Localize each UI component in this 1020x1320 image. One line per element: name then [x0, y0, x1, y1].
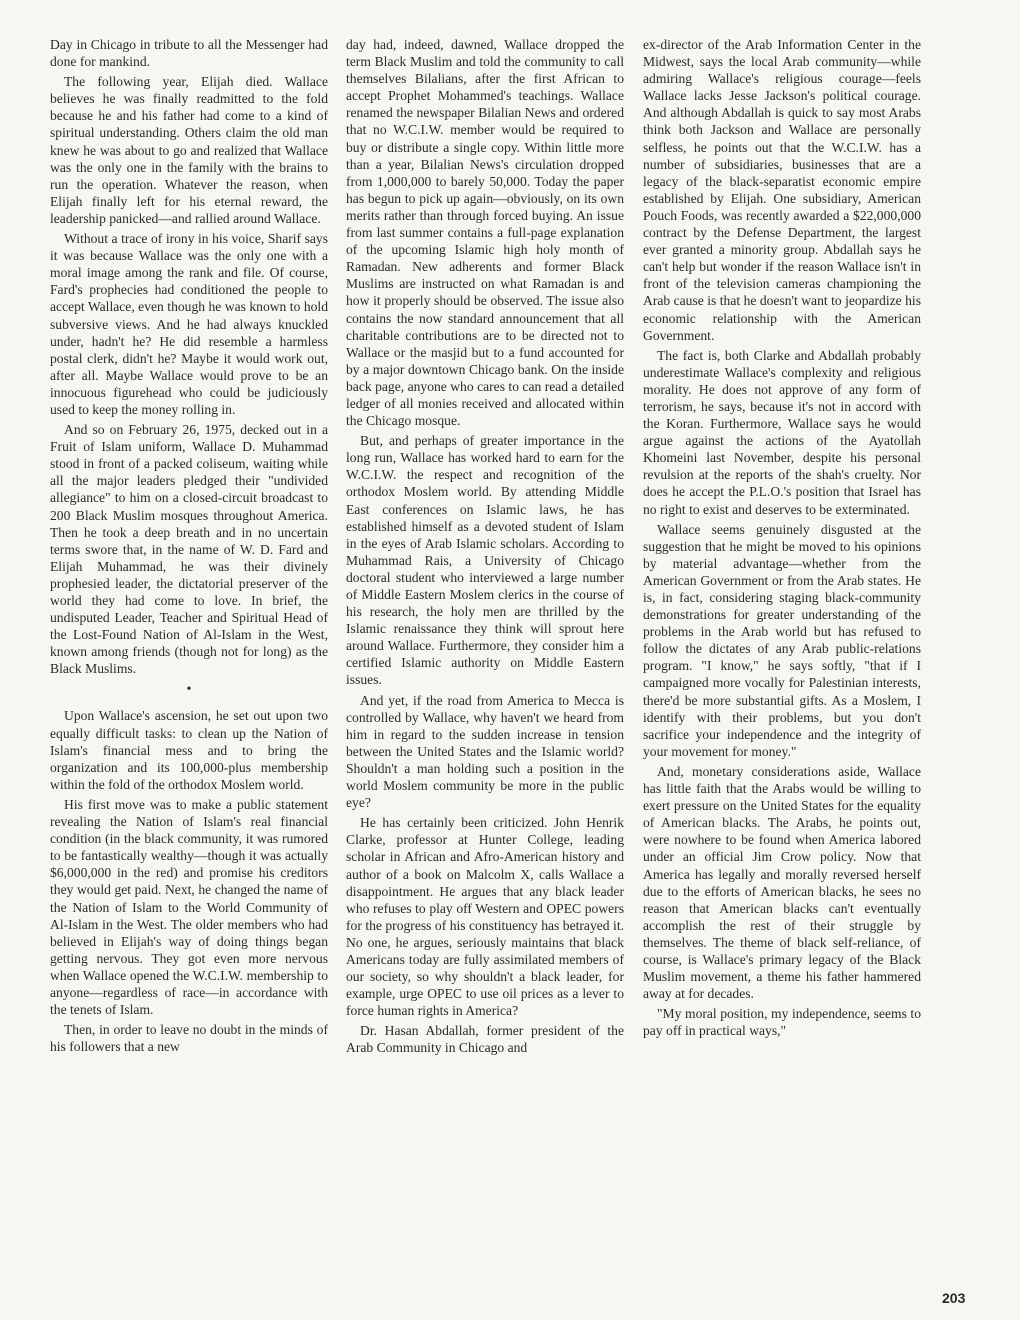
paragraph: But, and perhaps of greater importance in the long run, Wallace has worked hard to earn for the W.C.I.W. the respect and recognition of the orthodox Moslem world. By attending Middle East conferences on Islamic laws, he has established himself as a devoted student of Islam in the eyes of Arab Islamic scholars. According to Muhammad Rais, a University of Chicago doctoral student who interviewed a large number of Middle Eastern Moslem clerics in the course of his research, the holy men are thrilled by the Islamic renaissance they think will sprout here around Wallace. Furthermore, they consider him a certified Islamic authority on Middle Eastern issues.: [346, 433, 624, 688]
paragraph: And, monetary considerations aside, Wallace has little faith that the Arabs would be willing to exert pressure on the United States for the equality of American blacks. The Arabs, he points out, were nowhere to be found when America labored under an official Jim Crow policy. Now that America has legally and morally reversed herself due to the efforts of American blacks, he sees no reason that American blacks can't eventually accomplish the rest of their struggle by themselves. The theme of black self-reliance, of course, is Wallace's primary legacy of the Black Muslim movement, a theme his father hammered away at for decades.: [643, 763, 921, 1002]
paragraph: The following year, Elijah died. Wallace believes he was finally readmitted to the fold because he and his father had come to a kind of spiritual understanding. Others claim the old man knew he was about to go and realized that Wallace was the only one in the family with the brains to run the operation. Whatever the reason, when Elijah finally left for his eternal reward, the leadership panicked—and rallied around Wallace.: [50, 74, 328, 226]
text-column-3: [643, 36, 921, 1042]
paragraph: Dr. Hasan Abdallah, former president of the Arab Community in Chicago and: [346, 1023, 624, 1056]
paragraph: His first move was to make a public statement revealing the Nation of Islam's real financial condition (in the black community, it was rumored to be fantastically wealthy—though it was actually $6,000,000 in the red) and promise his creditors they would get paid. Next, he changed the name of the Nation of Islam to the World Community of Al-Islam in the West. The older members who had believed in Elijah's way of doing things began getting nervous. They got even more nervous when Wallace opened the W.C.I.W. membership to anyone—regardless of race—in accordance with the tenets of Islam.: [50, 796, 328, 1018]
section-break-bullet: •: [186, 682, 192, 698]
page-number: 203: [942, 1290, 966, 1306]
paragraph: ex-director of the Arab Information Center in the Midwest, says the local Arab community—while admiring Wallace's religious courage—feels Wallace lacks Jesse Jackson's political courage. And although Abdallah is quick to say most Arabs think both Jackson and Wallace are personally selfless, he points out that the W.C.I.W. has a number of subsidiaries, businesses that are a legacy of the black-separatist economic empire established by Elijah. One subsidiary, American Pouch Foods, was recently awarded a $22,000,000 contract by the Defense Department, the largest ever granted a minority group. Abdallah says he can't help but wonder if the reason Wallace isn't in front of the television cameras championing the Arab cause is that he doesn't want to jeopardize his economic relationship with the American Government.: [643, 37, 921, 343]
text-column-2: [346, 36, 624, 1060]
paragraph: Day in Chicago in tribute to all the Messenger had done for mankind.: [50, 37, 328, 70]
paragraph: He has certainly been criticized. John Henrik Clarke, professor at Hunter College, leading scholar in African and Afro-American history and author of a book on Malcolm X, calls Wallace a disappointment. He argues that any black leader who refuses to play off Western and OPEC powers for the progress of his constituency has betrayed it. No one, he argues, seriously maintains that black Americans today are fully assimilated members of our society, so why shouldn't a black leader, for example, urge OPEC to use oil prices as a lever to force human rights in America?: [346, 815, 624, 1019]
text-column-1: [50, 36, 328, 1058]
paragraph: And so on February 26, 1975, decked out in a Fruit of Islam uniform, Wallace D. Muhammad stood in front of a packed coliseum, waiting while all the major leaders pledged their "undivided allegiance" to him on a closed-circuit broadcast to 200 Black Muslim mosques throughout America. Then he took a deep breath and in no uncertain terms swore that, in the name of W. D. Fard and Elijah Muhammad, he was their divinely prophesied leader, the dictatorial preserver of the world they had come to love. In brief, the undisputed Leader, Teacher and Spiritual Head of the Lost-Found Nation of Al-Islam in the West, known among friends (though not for long) as the Black Muslims.: [50, 422, 328, 677]
paragraph: Upon Wallace's ascension, he set out upon two equally difficult tasks: to clean up the Nation of Islam's financial mess and to bring the organization and its 100,000-plus membership within the fold of the orthodox Moslem world.: [50, 708, 328, 792]
paragraph: Wallace seems genuinely disgusted at the suggestion that he might be moved to his opinions by material advantage—whether from the American Government or from the Arab states. He is, in fact, considering staging black-community demonstrations for greater understanding of the problems in the Arab world but has refused to follow the dictates of any Arab public-relations program. "I know," he says softly, "that if I campaigned more vocally for Palestinian interests, there'd be more substantial gifts. As a Moslem, I identify with their problems, but you don't sacrifice your independence and the integrity of your movement for money.": [643, 521, 921, 759]
paragraph: "My moral position, my independence, seems to pay off in practical ways,": [643, 1006, 921, 1039]
paragraph: day had, indeed, dawned, Wallace dropped the term Black Muslim and told the community to call themselves Bilalians, after the first African to accept Prophet Mohammed's teachings. Wallace renamed the newspaper Bilalian News and ordered that no W.C.I.W. member would be required to buy or distribute a single copy. Within little more than a year, Bilalian News's circulation dropped from 1,000,000 to barely 50,000. Today the paper has begun to pick up again—obviously, on its own merits rather than through forced buying. An issue from last summer contains a full-page explanation of the upcoming Islamic high holy month of Ramadan. New adherents and former Black Muslims are instructed on what Ramadan is and how it properly should be observed. The issue also contains the now standard announcement that all charitable contributions are to be directed not to Wallace or the masjid but to a fund accounted for by a major downtown Chicago bank. On the inside back page, anyone who cares to can read a detailed ledger of all monies received and allocated within the Chicago mosque.: [346, 37, 624, 429]
paragraph: Without a trace of irony in his voice, Sharif says it was because Wallace was the only one with a moral image among the rank and file. Of course, Fard's prophecies had conditioned the people to accept Wallace, even though he was known to hold subversive views. And he had always knuckled under, hadn't he? He did resemble a harmless postal clerk, didn't he? Maybe it would work out, after all. Maybe Wallace would prove to be an innocuous figurehead who could be judiciously used to keep the money rolling in.: [50, 231, 328, 417]
paragraph: The fact is, both Clarke and Abdallah probably underestimate Wallace's complexity and religious morality. He does not approve of any form of terrorism, he says, because it's not in accord with the Koran. Furthermore, Wallace says he would argue against the actions of the Ayatollah Khomeini last November, despite his personal revulsion at the reports of the shah's cruelty. Nor does he accept the P.L.O.'s position that Israel has no right to exist and deserves to be exterminated.: [643, 347, 921, 517]
paragraph: Then, in order to leave no doubt in the minds of his followers that a new: [50, 1022, 328, 1055]
paragraph: And yet, if the road from America to Mecca is controlled by Wallace, why haven't we heard from him in regard to the sudden increase in tension between the United States and the Islamic world? Shouldn't a man holding such a position in the world Moslem community be more in the public eye?: [346, 692, 624, 811]
